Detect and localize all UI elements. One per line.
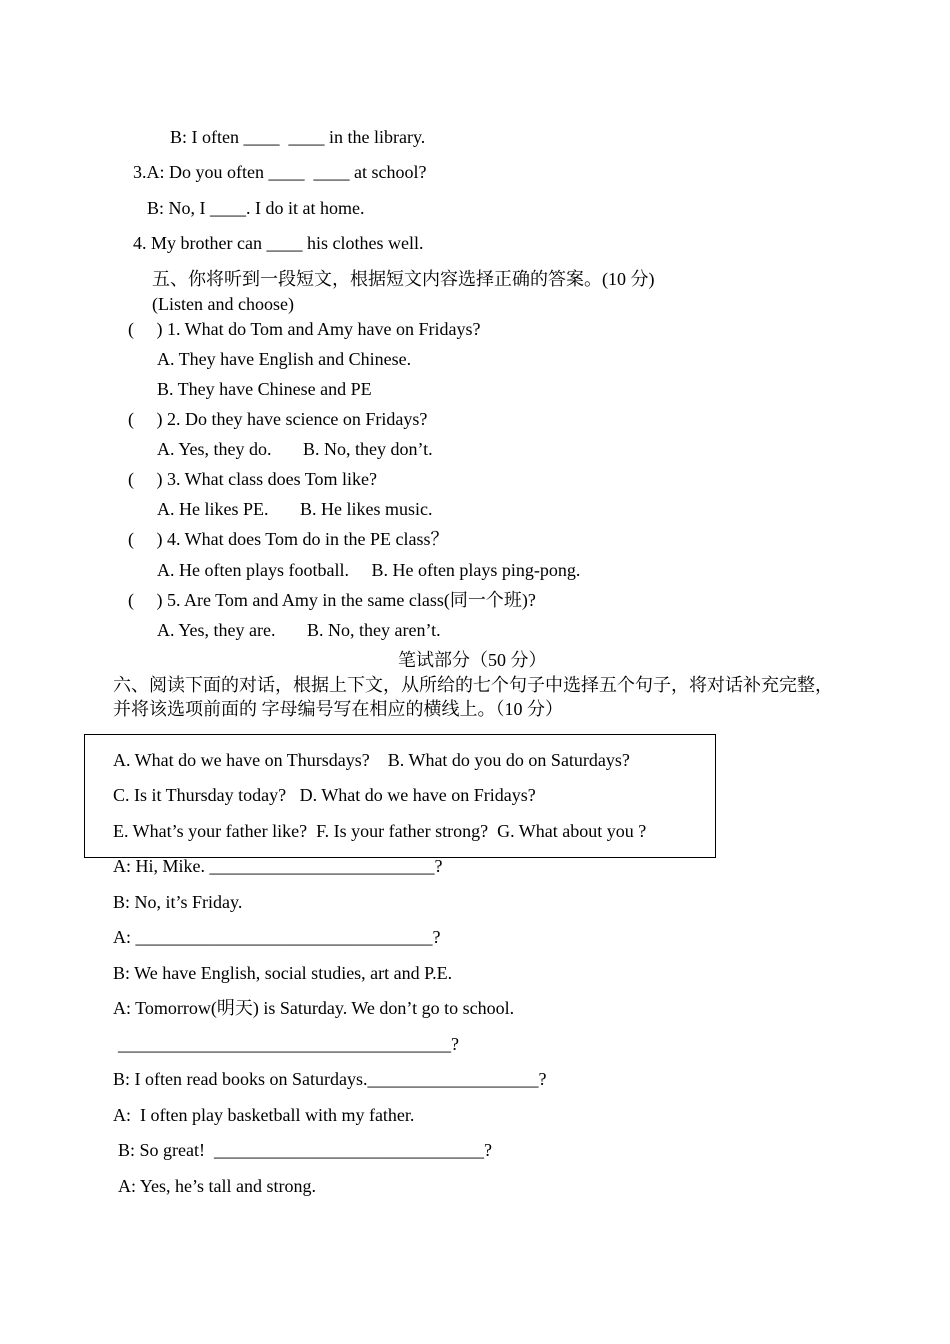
options-row: E. What’s your father like? F. Is your father strong? G. What about you ? [113,821,647,841]
section6-heading-line2: 并将该选项前面的 字母编号写在相应的横线上。（10 分） [113,699,563,719]
dialogue-line: _____________________________________? [118,1034,459,1054]
listen-question: ( ) 3. What class does Tom like? [128,469,378,489]
section5-subheading: (Listen and choose) [152,294,294,314]
dialogue-line: A: I often play basketball with my father. [113,1105,415,1125]
dialogue-line: B: I often read books on Saturdays.___________________? [113,1069,547,1089]
q2-answer-line: B: I often ____ ____ in the library. [170,127,426,147]
dialogue-line: A: Hi, Mike. _________________________? [113,856,443,876]
listen-question: ( ) 5. Are Tom and Amy in the same class(同一个班)? [128,590,536,610]
q3-question-line: 3.A: Do you often ____ ____ at school? [133,162,427,182]
listen-option: A. Yes, they do. B. No, they don’t. [157,439,433,459]
q3-answer-line: B: No, I ____. I do it at home. [147,198,365,218]
section5-heading: 五、你将听到一段短文，根据短文内容选择正确的答案。(10 分) [152,269,655,289]
dialogue-line: A: Tomorrow(明天) is Saturday. We don’t go to school. [113,998,515,1018]
section6-heading-line1: 六、阅读下面的对话，根据上下文，从所给的七个句子中选择五个句子，将对话补充完整， [113,675,833,695]
listen-option: B. They have Chinese and PE [157,379,372,399]
listen-option: A. They have English and Chinese. [157,349,412,369]
q4-line: 4. My brother can ____ his clothes well. [133,233,424,253]
listen-option: A. He often plays football. B. He often plays ping-pong. [157,560,581,580]
dialogue-line: B: So great! ______________________________? [118,1140,492,1160]
options-row: A. What do we have on Thursdays? B. What do you do on Saturdays? [113,750,630,770]
listen-question: ( ) 4. What does Tom do in the PE class？ [128,529,449,549]
listen-option: A. He likes PE. B. He likes music. [157,499,433,519]
dialogue-line: B: No, it’s Friday. [113,892,243,912]
options-row: C. Is it Thursday today? D. What do we have on Fridays? [113,785,536,805]
dialogue-line: B: We have English, social studies, art and P.E. [113,963,453,983]
listen-question: ( ) 1. What do Tom and Amy have on Fridays? [128,319,481,339]
written-part-heading: 笔试部分（50 分） [398,650,547,670]
dialogue-line: A: _________________________________? [113,927,441,947]
listen-option: A. Yes, they are. B. No, they aren’t. [157,620,441,640]
dialogue-line: A: Yes, he’s tall and strong. [118,1176,316,1196]
listen-question: ( ) 2. Do they have science on Fridays? [128,409,428,429]
